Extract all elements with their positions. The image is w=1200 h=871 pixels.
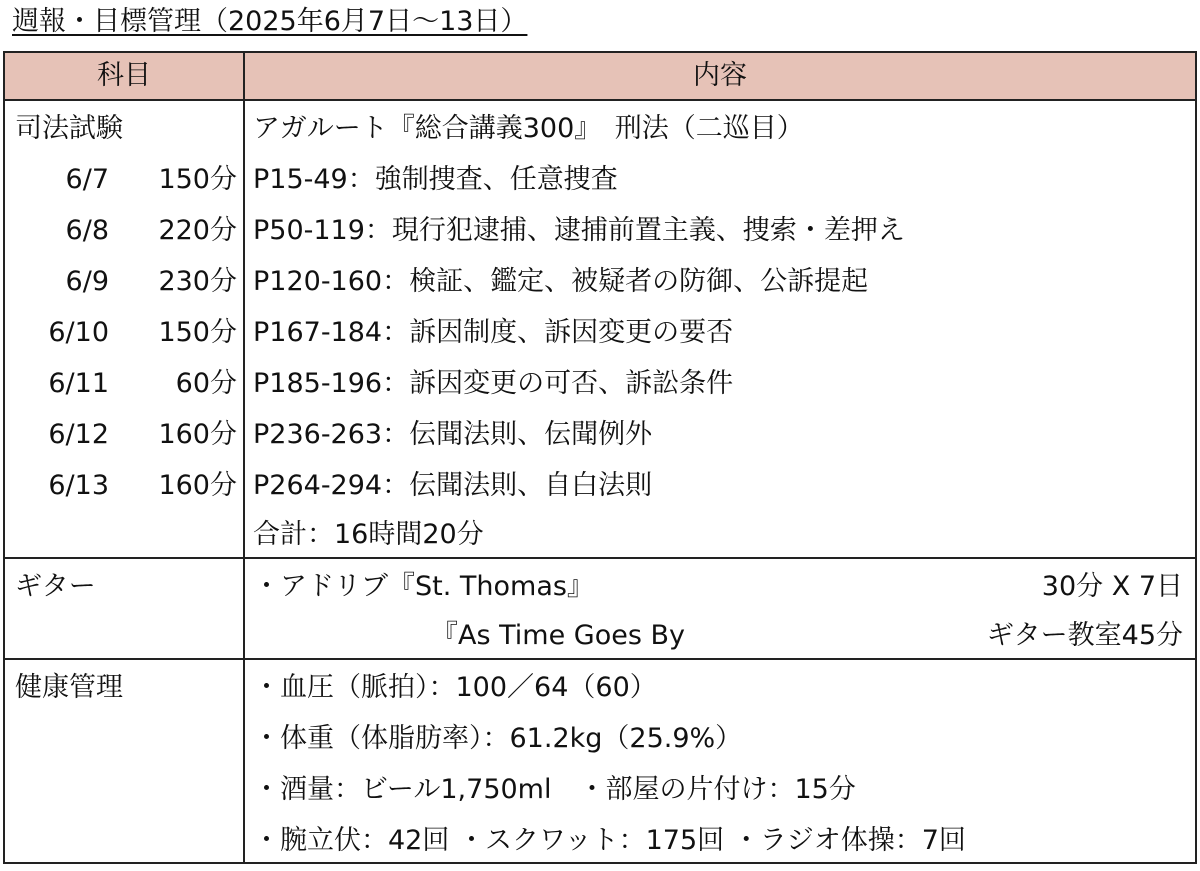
day-content: P264-294：伝聞法則、自白法則: [253, 470, 653, 501]
page-title: 週報・目標管理（2025年6月7日〜13日）: [12, 6, 528, 37]
day-minutes: 60分: [175, 368, 237, 399]
row-divider: [5, 99, 1195, 101]
day-minutes: 150分: [158, 164, 237, 195]
header-content: 内容: [693, 60, 747, 91]
day-content: P15-49：強制捜査、任意捜査: [253, 164, 618, 195]
day-date: 6/13: [48, 470, 109, 501]
health-weight: ・体重（体脂肪率）：61.2kg（25.9%）: [253, 723, 743, 754]
law-course: アガルート『総合講義300』 刑法（二巡目）: [253, 113, 804, 144]
day-content: P167-184：訴因制度、訴因変更の要否: [253, 317, 734, 348]
day-date: 6/12: [48, 419, 109, 450]
day-content: P50-119：現行犯逮捕、逮捕前置主義、捜索・差押え: [253, 215, 905, 246]
subject-guitar: ギター: [15, 571, 96, 602]
day-date: 6/9: [65, 266, 109, 297]
law-total: 合計：16時間20分: [253, 519, 484, 550]
day-minutes: 220分: [158, 215, 237, 246]
day-date: 6/8: [65, 215, 109, 246]
guitar-line1-time: 30分 X 7日: [1041, 571, 1183, 602]
day-date: 6/11: [48, 368, 109, 399]
weekly-report-table: [3, 51, 1197, 864]
day-minutes: 150分: [158, 317, 237, 348]
guitar-line1: ・アドリブ『St. Thomas』: [253, 571, 594, 602]
header-subject: 科目: [97, 60, 151, 91]
health-blood-pressure: ・血圧（脈拍）：100／64（60）: [253, 672, 657, 703]
day-content: P120-160：検証、鑑定、被疑者の防御、公訴提起: [253, 266, 869, 297]
column-divider: [243, 53, 245, 862]
day-minutes: 160分: [158, 419, 237, 450]
day-minutes: 160分: [158, 470, 237, 501]
day-content: P185-196：訴因変更の可否、訴訟条件: [253, 368, 734, 399]
health-exercise: ・腕立伏：42回 ・スクワット：175回 ・ラジオ体操：7回: [253, 825, 966, 856]
row-divider: [5, 557, 1195, 559]
guitar-line2-lesson: ギター教室45分: [986, 620, 1183, 651]
day-date: 6/7: [65, 164, 109, 195]
day-date: 6/10: [48, 317, 109, 348]
day-content: P236-263：伝聞法則、伝聞例外: [253, 419, 653, 450]
health-alcohol-cleaning: ・酒量：ビール1,750ml ・部屋の片付け：15分: [253, 774, 856, 805]
subject-law: 司法試験: [15, 113, 123, 144]
guitar-line2: 『As Time Goes By: [431, 620, 685, 651]
subject-health: 健康管理: [15, 672, 123, 703]
day-minutes: 230分: [158, 266, 237, 297]
